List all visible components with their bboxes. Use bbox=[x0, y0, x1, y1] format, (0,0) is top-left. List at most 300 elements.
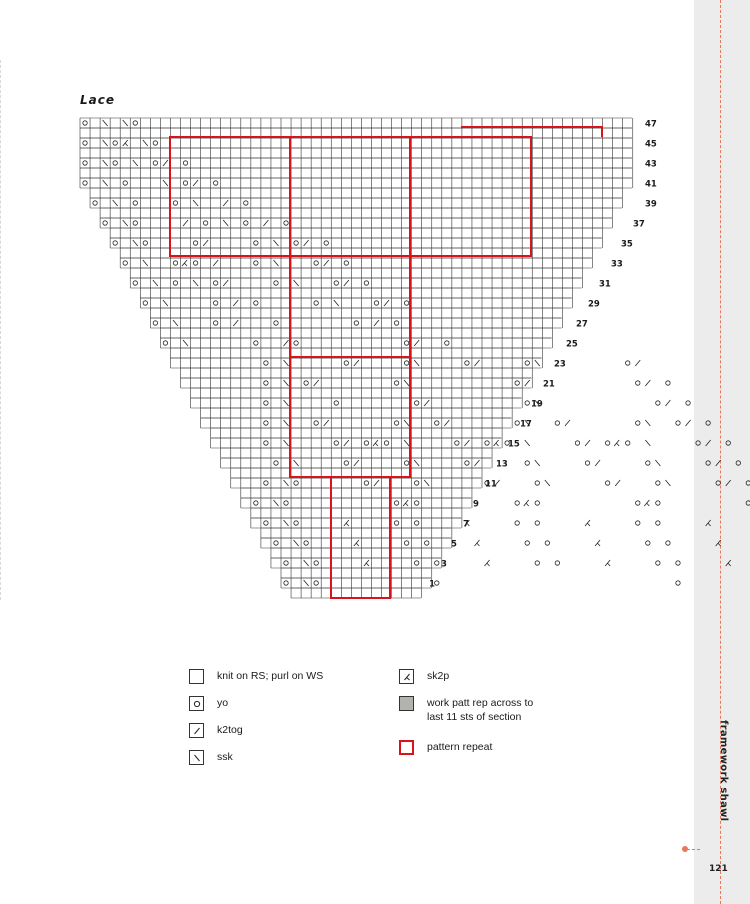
sk2p-icon bbox=[614, 440, 619, 446]
yo-icon bbox=[334, 281, 338, 285]
yo-icon bbox=[636, 521, 640, 525]
ssk-icon bbox=[143, 260, 148, 266]
yo-icon bbox=[294, 521, 298, 525]
row-number-label: 9 bbox=[473, 499, 479, 510]
yo-icon bbox=[173, 281, 177, 285]
yo-icon bbox=[636, 501, 640, 505]
yo-icon bbox=[314, 301, 318, 305]
k2tog-icon bbox=[384, 300, 389, 306]
yo-icon bbox=[535, 481, 539, 485]
row-number-label: 27 bbox=[576, 319, 588, 330]
ssk-icon bbox=[223, 220, 228, 226]
yo-icon bbox=[264, 381, 268, 385]
row-number-label: 39 bbox=[645, 199, 657, 210]
k2tog-icon bbox=[414, 340, 419, 346]
yo-icon bbox=[394, 381, 398, 385]
yo-icon bbox=[465, 361, 469, 365]
yo-icon bbox=[344, 361, 348, 365]
yo-icon bbox=[736, 461, 740, 465]
yo-icon bbox=[555, 561, 559, 565]
yo-icon bbox=[535, 521, 539, 525]
k2tog-icon bbox=[233, 320, 238, 326]
yo-icon bbox=[334, 441, 338, 445]
sk2p-icon bbox=[182, 260, 187, 266]
chart-row-grid bbox=[261, 528, 452, 538]
k2tog-icon bbox=[203, 240, 208, 246]
ssk-icon bbox=[193, 200, 198, 206]
yo-icon bbox=[465, 461, 469, 465]
chart-row-grid bbox=[191, 398, 523, 408]
chart-row-grid bbox=[271, 558, 442, 568]
side-title: framework shawl bbox=[718, 720, 729, 822]
row-number-label: 3 bbox=[441, 559, 447, 570]
yo-icon bbox=[314, 561, 318, 565]
yo-icon bbox=[404, 301, 408, 305]
k2tog-icon bbox=[354, 460, 359, 466]
ssk-icon bbox=[153, 280, 158, 286]
row-number-label: 7 bbox=[463, 519, 469, 530]
yo-icon bbox=[193, 261, 197, 265]
row-number-label: 19 bbox=[531, 399, 543, 410]
sk2p-icon bbox=[474, 540, 479, 546]
chart-row-grid bbox=[271, 548, 442, 558]
yo-icon bbox=[344, 261, 348, 265]
yo-icon bbox=[314, 581, 318, 585]
row-number-label: 43 bbox=[645, 159, 657, 170]
ssk-icon bbox=[545, 480, 550, 486]
chart-row-grid bbox=[160, 338, 552, 348]
chart-row-grid bbox=[281, 568, 432, 578]
ssk-icon bbox=[284, 400, 289, 406]
ssk-icon bbox=[143, 140, 148, 146]
page-number: 121 bbox=[709, 864, 728, 874]
yo-icon bbox=[133, 201, 137, 205]
sk2p-icon bbox=[373, 440, 378, 446]
yo-icon bbox=[656, 481, 660, 485]
ssk-icon bbox=[183, 340, 188, 346]
k2tog-icon bbox=[183, 220, 188, 226]
yo-icon bbox=[404, 541, 408, 545]
pattern-repeat-outline bbox=[331, 477, 390, 598]
row-number-label: 11 bbox=[485, 479, 497, 490]
yo-icon bbox=[294, 241, 298, 245]
ssk-icon bbox=[404, 420, 409, 426]
yo-icon bbox=[746, 481, 750, 485]
yo-icon bbox=[244, 201, 248, 205]
k2tog-icon bbox=[686, 420, 691, 426]
k2tog-icon bbox=[464, 440, 469, 446]
chart-row-grid bbox=[80, 158, 633, 168]
yo-icon bbox=[414, 501, 418, 505]
yo-icon bbox=[545, 541, 549, 545]
row-number-label: 23 bbox=[554, 359, 566, 370]
yo-icon bbox=[515, 521, 519, 525]
yo-icon bbox=[133, 281, 137, 285]
sk2p-icon bbox=[605, 560, 610, 566]
yo-icon bbox=[284, 501, 288, 505]
yo-icon bbox=[445, 341, 449, 345]
chart-row-grid bbox=[211, 438, 502, 448]
k2tog-icon bbox=[374, 320, 379, 326]
yo-icon bbox=[515, 421, 519, 425]
k2tog-icon bbox=[304, 240, 309, 246]
chart-row-grid bbox=[160, 328, 552, 338]
yo-icon bbox=[666, 381, 670, 385]
chart-row-grid bbox=[110, 238, 602, 248]
yo-icon bbox=[113, 161, 117, 165]
ssk-icon bbox=[123, 120, 128, 126]
row-number-label: 37 bbox=[633, 219, 645, 230]
sk2p-icon bbox=[494, 440, 499, 446]
k2tog-icon bbox=[344, 440, 349, 446]
k2tog-icon bbox=[374, 480, 379, 486]
yo-icon bbox=[103, 221, 107, 225]
k2tog-icon bbox=[424, 400, 429, 406]
yo-icon bbox=[706, 421, 710, 425]
ssk-icon bbox=[273, 500, 278, 506]
row-number-label: 5 bbox=[451, 539, 457, 550]
yo-icon bbox=[274, 281, 278, 285]
yo-icon bbox=[244, 221, 248, 225]
yo-icon bbox=[314, 421, 318, 425]
yo-icon bbox=[163, 341, 167, 345]
yo-icon bbox=[294, 341, 298, 345]
yo-icon bbox=[414, 521, 418, 525]
legend-label: work patt rep across to last 11 sts of section bbox=[427, 697, 534, 723]
ssk-icon bbox=[535, 460, 540, 466]
yo-icon bbox=[304, 541, 308, 545]
k2tog-icon bbox=[474, 360, 479, 366]
chart-row-grid bbox=[140, 298, 572, 308]
yo-icon bbox=[656, 521, 660, 525]
yo-icon bbox=[83, 121, 87, 125]
yo-icon bbox=[183, 181, 187, 185]
yo-icon bbox=[284, 221, 288, 225]
yo-icon bbox=[716, 481, 720, 485]
chart-row-grid bbox=[80, 148, 633, 158]
sk2p-icon bbox=[524, 500, 529, 506]
ssk-icon bbox=[304, 580, 309, 586]
yo-icon bbox=[404, 341, 408, 345]
chart-title: Lace bbox=[80, 93, 115, 107]
chart-row-grid bbox=[251, 518, 462, 528]
ssk-icon bbox=[645, 420, 650, 426]
yo-icon bbox=[93, 201, 97, 205]
chart-row-grid bbox=[281, 578, 432, 588]
yo-icon bbox=[626, 361, 630, 365]
yo-icon bbox=[304, 381, 308, 385]
yo-icon bbox=[414, 561, 418, 565]
chart-row-grid bbox=[241, 488, 472, 498]
yo-icon bbox=[394, 421, 398, 425]
legend-label: ssk bbox=[217, 751, 233, 763]
yo-icon bbox=[83, 181, 87, 185]
yo-icon bbox=[706, 461, 710, 465]
yo-icon bbox=[183, 161, 187, 165]
sk2p-icon bbox=[364, 560, 369, 566]
yo-icon bbox=[123, 181, 127, 185]
yo-icon bbox=[123, 261, 127, 265]
sk2p-icon bbox=[123, 140, 128, 146]
ssk-icon bbox=[334, 300, 339, 306]
row-number-label: 13 bbox=[496, 459, 508, 470]
ssk-icon bbox=[404, 380, 409, 386]
yo-icon bbox=[726, 441, 730, 445]
yo-icon bbox=[515, 381, 519, 385]
legend-label: knit on RS; purl on WS bbox=[217, 670, 324, 682]
yo-icon bbox=[435, 581, 439, 585]
ssk-icon bbox=[163, 300, 168, 306]
k2tog-icon bbox=[444, 420, 449, 426]
yo-icon bbox=[334, 401, 338, 405]
k2tog-icon bbox=[615, 480, 620, 486]
yo-icon bbox=[143, 301, 147, 305]
ssk-icon bbox=[113, 200, 118, 206]
ssk-icon bbox=[535, 360, 540, 366]
yo-icon bbox=[686, 401, 690, 405]
chart-row-grid bbox=[211, 428, 502, 438]
ssk-icon bbox=[273, 240, 278, 246]
yo-icon bbox=[274, 541, 278, 545]
chart-row-grid bbox=[150, 318, 562, 328]
chart-row-grid bbox=[80, 168, 633, 178]
k2tog-icon bbox=[716, 460, 721, 466]
yo-icon bbox=[636, 381, 640, 385]
yo-icon bbox=[394, 521, 398, 525]
chart-row-grid bbox=[191, 388, 523, 398]
yo-icon bbox=[284, 561, 288, 565]
yo-icon bbox=[525, 401, 529, 405]
yo-icon bbox=[414, 481, 418, 485]
yo-icon bbox=[203, 221, 207, 225]
yo-icon bbox=[213, 181, 217, 185]
k2tog-icon bbox=[284, 340, 289, 346]
ssk-icon bbox=[133, 160, 138, 166]
yo-icon bbox=[555, 421, 559, 425]
yo-icon bbox=[264, 521, 268, 525]
k2tog-icon bbox=[223, 200, 228, 206]
yo-icon bbox=[525, 461, 529, 465]
yo-icon bbox=[254, 261, 258, 265]
yo-icon bbox=[666, 541, 670, 545]
chart-row-grid bbox=[130, 268, 582, 278]
k2tog-icon bbox=[163, 160, 168, 166]
yo-icon bbox=[294, 481, 298, 485]
k2tog-icon bbox=[665, 400, 670, 406]
row-number-label: 47 bbox=[645, 119, 657, 130]
yo-icon bbox=[585, 461, 589, 465]
k2tog-icon bbox=[645, 380, 650, 386]
ssk-icon bbox=[103, 180, 108, 186]
row-number-label: 33 bbox=[611, 259, 623, 270]
yo-icon bbox=[173, 201, 177, 205]
sk2p-icon bbox=[644, 500, 649, 506]
yo-icon bbox=[264, 401, 268, 405]
sk2p-icon bbox=[595, 540, 600, 546]
yo-icon bbox=[274, 321, 278, 325]
row-number-label: 21 bbox=[543, 379, 555, 390]
yo-icon bbox=[133, 221, 137, 225]
yo-icon bbox=[133, 121, 137, 125]
yo-icon bbox=[193, 241, 197, 245]
yo-icon bbox=[213, 281, 217, 285]
yo-icon bbox=[254, 341, 258, 345]
k2tog-icon bbox=[525, 380, 530, 386]
chart-row-grid bbox=[100, 208, 613, 218]
row-number-label: 1 bbox=[429, 579, 435, 590]
yo-icon bbox=[605, 441, 609, 445]
yo-icon bbox=[676, 581, 680, 585]
yo-icon bbox=[646, 541, 650, 545]
k2tog-icon bbox=[565, 420, 570, 426]
yo-icon bbox=[213, 301, 217, 305]
yo-icon bbox=[535, 501, 539, 505]
ssk-icon bbox=[133, 240, 138, 246]
chart-row-grid bbox=[80, 178, 633, 188]
yo-icon bbox=[284, 581, 288, 585]
sk2p-icon bbox=[706, 520, 711, 526]
yo-icon bbox=[324, 241, 328, 245]
sk2p-icon bbox=[403, 500, 408, 506]
yo-icon bbox=[605, 481, 609, 485]
ssk-icon bbox=[404, 440, 409, 446]
ssk-icon bbox=[284, 360, 289, 366]
k2tog-icon bbox=[324, 420, 329, 426]
yo-icon bbox=[455, 441, 459, 445]
yo-icon bbox=[525, 541, 529, 545]
yo-icon bbox=[435, 561, 439, 565]
yo-icon bbox=[374, 301, 378, 305]
row-number-label: 17 bbox=[520, 419, 532, 430]
yo-icon bbox=[344, 461, 348, 465]
ssk-icon bbox=[163, 180, 168, 186]
row-number-label: 25 bbox=[566, 339, 578, 350]
ssk-icon bbox=[294, 460, 299, 466]
k2tog-icon bbox=[213, 260, 218, 266]
legend-label: yo bbox=[217, 697, 229, 709]
ssk-icon bbox=[525, 440, 530, 446]
yo-icon bbox=[113, 141, 117, 145]
yo-icon bbox=[83, 141, 87, 145]
chart-symbols bbox=[83, 120, 750, 586]
yo-icon bbox=[485, 441, 489, 445]
chart-row-grid bbox=[181, 368, 533, 378]
yo-icon bbox=[435, 421, 439, 425]
yo-icon bbox=[143, 241, 147, 245]
chart-row-grid bbox=[251, 508, 462, 518]
ssk-icon bbox=[424, 480, 429, 486]
ssk-icon bbox=[414, 360, 419, 366]
k2tog-icon bbox=[193, 180, 198, 186]
yo-icon bbox=[656, 401, 660, 405]
ssk-icon bbox=[414, 460, 419, 466]
row-number-label: 15 bbox=[508, 439, 520, 450]
ssk-icon bbox=[284, 520, 289, 526]
ssk-icon bbox=[193, 280, 198, 286]
yo-icon bbox=[254, 501, 258, 505]
row-number-label: 31 bbox=[599, 279, 611, 290]
ssk-icon bbox=[294, 540, 299, 546]
sk2p-icon bbox=[585, 520, 590, 526]
yo-icon bbox=[264, 361, 268, 365]
yo-icon bbox=[83, 161, 87, 165]
k2tog-icon bbox=[726, 480, 731, 486]
ssk-icon bbox=[294, 280, 299, 286]
yo-icon bbox=[264, 481, 268, 485]
yo-icon bbox=[394, 501, 398, 505]
yo-icon bbox=[153, 161, 157, 165]
k2tog-icon bbox=[324, 260, 329, 266]
yo-icon bbox=[153, 321, 157, 325]
sk2p-icon bbox=[716, 540, 721, 546]
k2tog-icon bbox=[474, 460, 479, 466]
row-number-label: 29 bbox=[588, 299, 600, 310]
yo-icon bbox=[404, 461, 408, 465]
yo-icon bbox=[676, 561, 680, 565]
yo-icon bbox=[113, 241, 117, 245]
k2tog-icon bbox=[595, 460, 600, 466]
yo-icon bbox=[676, 421, 680, 425]
row-number-label: 41 bbox=[645, 179, 657, 190]
ssk-icon bbox=[655, 460, 660, 466]
yo-icon bbox=[364, 281, 368, 285]
chart-row-grid bbox=[120, 258, 592, 268]
yo-icon bbox=[274, 461, 278, 465]
yo-icon bbox=[746, 501, 750, 505]
yo-icon bbox=[394, 321, 398, 325]
chart-row-grid bbox=[201, 408, 513, 418]
k2tog-icon bbox=[585, 440, 590, 446]
yo-icon bbox=[364, 441, 368, 445]
yo-icon bbox=[696, 441, 700, 445]
ssk-icon bbox=[284, 440, 289, 446]
yo-icon bbox=[354, 321, 358, 325]
ssk-icon bbox=[103, 160, 108, 166]
yo-icon bbox=[656, 501, 660, 505]
ssk-icon bbox=[284, 380, 289, 386]
chart-row-grid bbox=[150, 308, 562, 318]
yo-icon bbox=[646, 461, 650, 465]
yo-icon bbox=[636, 421, 640, 425]
ssk-icon bbox=[645, 440, 650, 446]
chart-row-grid bbox=[130, 278, 582, 288]
chart-row-grid bbox=[80, 138, 633, 148]
k2tog-icon bbox=[354, 360, 359, 366]
sk2p-icon bbox=[726, 560, 731, 566]
yo-icon bbox=[254, 301, 258, 305]
chart-row-grid bbox=[140, 288, 572, 298]
sk2p-icon bbox=[344, 520, 349, 526]
ssk-icon bbox=[304, 560, 309, 566]
k2tog-icon bbox=[233, 300, 238, 306]
yo-icon bbox=[264, 441, 268, 445]
yo-icon bbox=[314, 261, 318, 265]
chart-row-grid bbox=[221, 448, 492, 458]
yo-icon bbox=[264, 421, 268, 425]
row-number-label: 35 bbox=[621, 239, 633, 250]
ssk-icon bbox=[273, 260, 278, 266]
yo-icon bbox=[173, 261, 177, 265]
k2tog-icon bbox=[706, 440, 711, 446]
ssk-icon bbox=[103, 140, 108, 146]
yo-icon bbox=[404, 361, 408, 365]
chart-row-grid bbox=[201, 418, 513, 428]
ssk-icon bbox=[103, 120, 108, 126]
chart-row-grid bbox=[181, 378, 533, 388]
yo-icon bbox=[656, 561, 660, 565]
k2tog-icon bbox=[263, 220, 268, 226]
chart-row-grid bbox=[291, 588, 422, 598]
